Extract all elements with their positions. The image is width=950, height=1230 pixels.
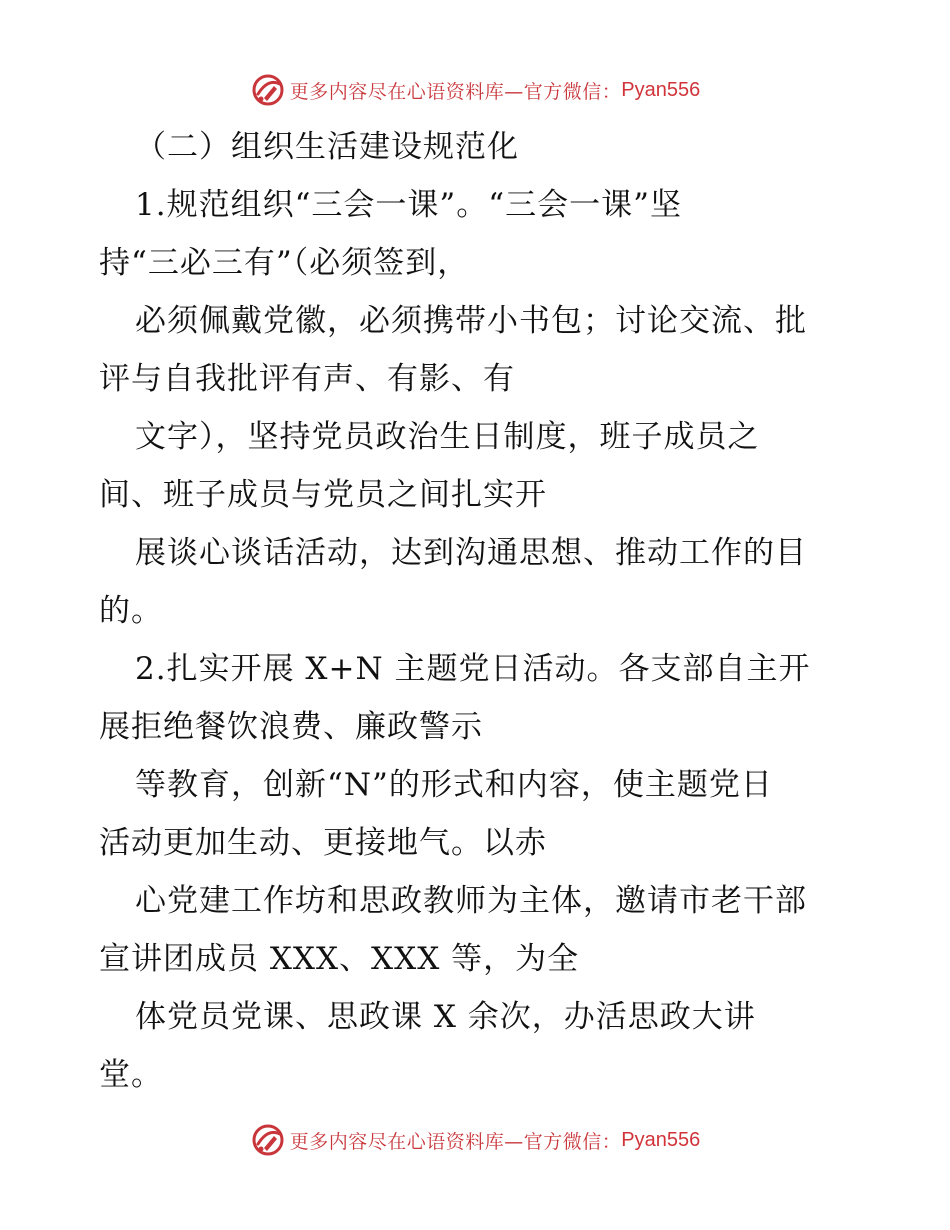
paragraph-line: 评与自我批评有声、有影、有 — [99, 361, 515, 397]
paragraph-line: 的。 — [99, 593, 163, 629]
paragraph-line: 文字），坚持党员政治生日制度，班子成员之 — [135, 419, 760, 455]
footer-watermark — [0, 1120, 950, 1160]
logo-icon — [250, 72, 286, 108]
paragraph-line: 堂。 — [99, 1057, 163, 1093]
paragraph-line: 展谈心谈话活动，达到沟通思想、推动工作的目 — [135, 535, 807, 571]
paragraph-line: 活动更加生动、更接地气。以赤 — [99, 825, 547, 861]
paragraph-line: 2.扎实开展 X+N 主题党日活动。各支部自主开 — [135, 651, 811, 687]
paragraph-line: 展拒绝餐饮浪费、廉政警示 — [99, 709, 483, 745]
header-watermark — [0, 70, 950, 110]
paragraph-line: 心党建工作坊和思政教师为主体，邀请市老干部 — [135, 883, 807, 919]
paragraph-line: 体党员党课、思政课 X 余次，办活思政大讲 — [135, 999, 756, 1035]
watermark-account: Pyan556 — [621, 1128, 701, 1151]
watermark-account: Pyan556 — [621, 78, 701, 101]
section-heading: （二）组织生活建设规范化 — [135, 129, 519, 165]
logo-icon — [250, 1122, 286, 1158]
paragraph-line: 必须佩戴党徽，必须携带小书包；讨论交流、批 — [135, 303, 807, 339]
watermark-text: 更多内容尽在心语资料库—官方微信： — [289, 1130, 622, 1153]
paragraph-line: 等教育，创新“N”的形式和内容，使主题党日 — [135, 767, 773, 803]
paragraph-line: 间、班子成员与党员之间扎实开 — [99, 477, 547, 513]
paragraph-line: 持“三必三有”（必须签到， — [99, 245, 470, 281]
watermark-text: 更多内容尽在心语资料库—官方微信： — [289, 80, 622, 103]
paragraph-line: 宣讲团成员 XXX、XXX 等，为全 — [99, 941, 580, 977]
paragraph-line: 1.规范组织“三会一课”。“三会一课”坚 — [135, 187, 682, 223]
